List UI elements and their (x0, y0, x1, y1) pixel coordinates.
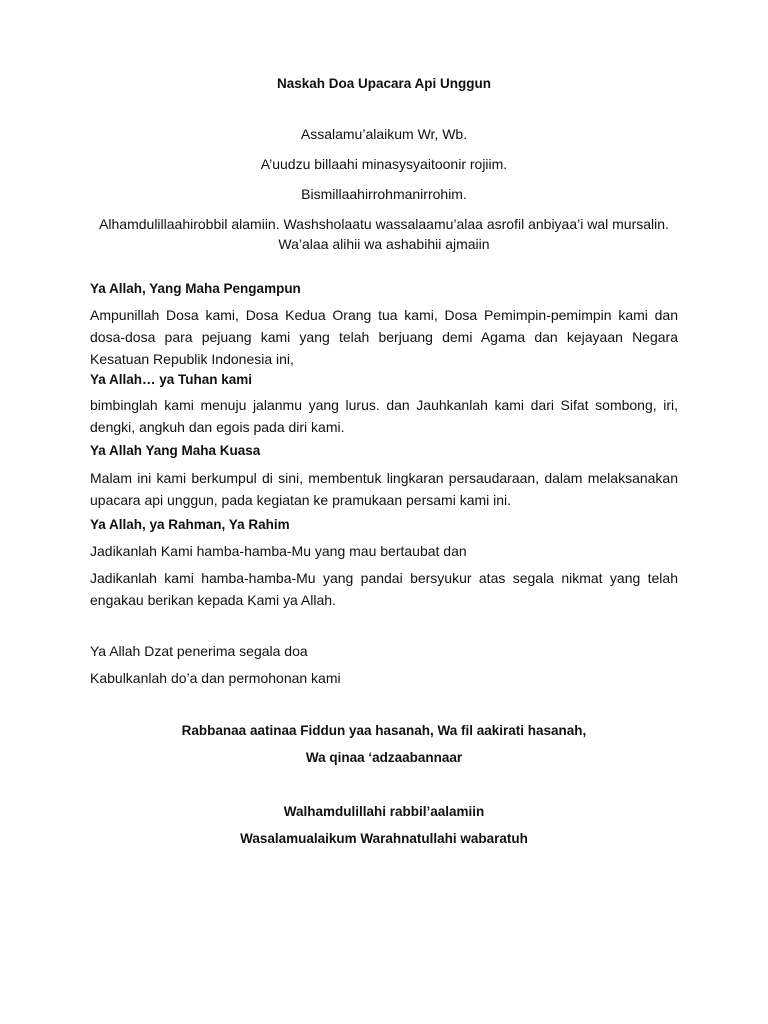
section-3-text-block (90, 467, 678, 511)
section-heading: Ya Allah Yang Maha Kuasa (90, 443, 261, 458)
section-text: Ampunillah Dosa kami, Dosa Kedua Orang tua kami, Dosa Pemimpin-pemimpin kami dan dosa-dosa para pejuang kami yang telah berjuang demi Agama dan kejayaan Negara Kesatuan Republik Indonesia ini, (90, 307, 678, 367)
section-4-text-2-block (90, 567, 678, 611)
section-heading: Ya Allah, Yang Maha Pengampun (90, 281, 301, 296)
section-heading: Ya Allah… ya Tuhan kami (90, 372, 253, 387)
opening-hamdalah: Alhamdulillaahirobbil alamiin. Washsholaatu wassalaamu’alaa asrofil anbiyaa’i wal mursalin. Wa’alaa alihii wa ashabihii ajmaiin (99, 216, 669, 252)
rabbana-line-1: Rabbanaa aatinaa Fiddun yaa hasanah, Wa fil aakirati hasanah, (181, 723, 587, 738)
opening-taawudz: A’uudzu billaahi minasysyaitoonir rojiim. (260, 156, 508, 172)
closing-prayer-text: Ya Allah Dzat penerima segala doa (90, 643, 308, 659)
section-heading: Ya Allah, ya Rahman, Ya Rahim (90, 517, 290, 532)
opening-block (90, 124, 678, 264)
section-text: Jadikanlah Kami hamba-hamba-Mu yang mau bertaubat dan (90, 543, 467, 559)
section-1 (90, 279, 678, 299)
rabbana-line-2: Wa qinaa ‘adzaabannaar (305, 750, 463, 765)
section-4 (90, 515, 678, 535)
ending-hamdalah: Walhamdulillahi rabbil’aalamiin (283, 804, 485, 819)
closing-prayer-line-2 (90, 668, 678, 688)
opening-salam: Assalamu’alaikum Wr, Wb. (300, 126, 468, 142)
section-2-text-block (90, 394, 678, 438)
opening-basmalah: Bismillaahirrohmanirrohim. (301, 186, 467, 202)
section-3 (90, 441, 678, 461)
section-2 (90, 370, 678, 390)
ending-salam: Wasalamualaikum Warahnatullahi wabaratuh (240, 831, 528, 846)
document-title: Naskah Doa Upacara Api Unggun (276, 76, 492, 91)
section-text: bimbinglah kami menuju jalanmu yang lurus. dan Jauhkanlah kami dari Sifat sombong, iri, dengki, angkuh dan egois pada diri kami. (90, 397, 678, 435)
closing-prayer-line-1 (90, 641, 678, 661)
section-text: Malam ini kami berkumpul di sini, membentuk lingkaran persaudaraan, dalam melaksanakan upacara api unggun, pada kegiatan ke pramukaan persami kami ini. (90, 470, 678, 508)
section-text: Jadikanlah kami hamba-hamba-Mu yang pandai bersyukur atas segala nikmat yang telah engakau berikan kepada Kami ya Allah. (90, 570, 678, 608)
section-1-text-block (90, 304, 678, 370)
section-4-text-1-block (90, 541, 678, 561)
closing-prayer-text: Kabulkanlah do’a dan permohonan kami (90, 670, 341, 686)
